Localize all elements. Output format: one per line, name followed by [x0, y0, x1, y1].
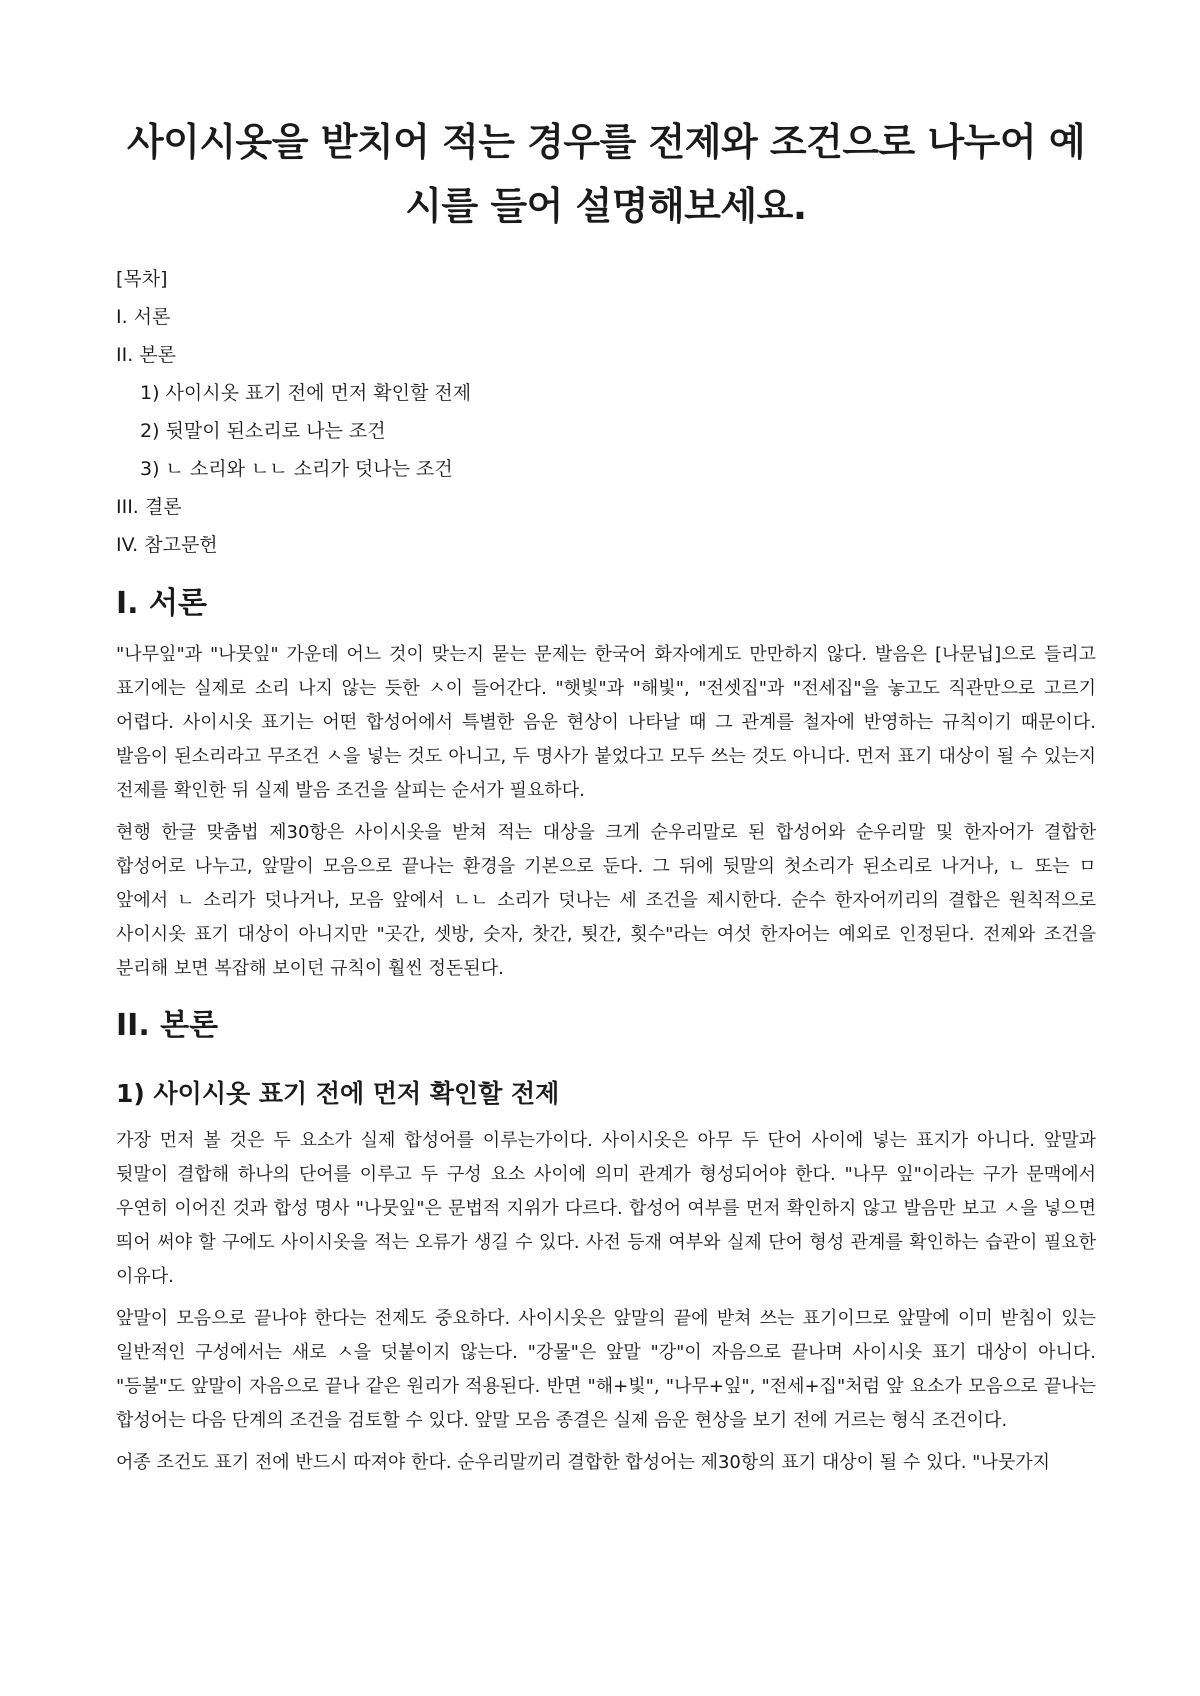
toc-item-references: IV. 참고문헌: [116, 534, 218, 556]
toc-item-conclusion: III. 결론: [116, 496, 182, 518]
toc-item-body: II. 본론: [116, 344, 176, 366]
section-heading-intro: I. 서론: [116, 586, 207, 621]
body-paragraph-2: 앞말이 모음으로 끝나야 한다는 전제도 중요하다. 사이시옷은 앞말의 끝에 받쳐 쓰는 표기이므로 앞말에 이미 받침이 있는 일반적인 구성에서는 새로 ㅅ을 덧붙이지 않는다. "강물"은 앞말 "강"이 자음으로 끝나며 사이시옷 표기 대상이 아니다. "등불"도 앞말이 자음으로 끝나 같은 원리가 적용된다. 반면 "해+빛", "나무+잎", "전세+집"처럼 앞 요소가 모음으로 끝나는 합성어는 다음 단계의 조건을 검토할 수 있다. 앞말 모음 종결은 실제 음운 현상을 보기 전에 거르는 형식 조건이다.: [116, 1308, 1096, 1431]
intro-paragraph-2: 현행 한글 맞춤법 제30항은 사이시옷을 받쳐 적는 대상을 크게 순우리말로 된 합성어와 순우리말 및 한자어가 결합한 합성어로 나누고, 앞말이 모음으로 끝나는 환경을 기본으로 둔다. 그 뒤에 뒷말의 첫소리가 된소리로 나거나, ㄴ 또는 ㅁ 앞에서 ㄴ 소리가 덧나거나, 모음 앞에서 ㄴㄴ 소리가 덧나는 세 조건을 제시한다. 순수 한자어끼리의 결합은 원칙적으로 사이시옷 표기 대상이 아니지만 "곳간, 셋방, 숫자, 찻간, 툇간, 횟수"라는 여섯 한자어는 예외로 인정된다. 전제와 조건을 분리해 보면 복잡해 보이던 규칙이 훨씬 정돈된다.: [116, 822, 1096, 979]
body-paragraph-1: 가장 먼저 볼 것은 두 요소가 실제 합성어를 이루는가이다. 사이시옷은 아무 두 단어 사이에 넣는 표지가 아니다. 앞말과 뒷말이 결합해 하나의 단어를 이루고 두 구성 요소 사이에 의미 관계가 형성되어야 한다. "나무 잎"이라는 구가 문맥에서 우연히 이어진 것과 합성 명사 "나뭇잎"은 문법적 지위가 다르다. 합성어 여부를 먼저 확인하지 않고 발음만 보고 ㅅ을 넣으면 띄어 써야 할 구에도 사이시옷을 적는 오류가 생길 수 있다. 사전 등재 여부와 실제 단어 형성 관계를 확인하는 습관이 필요한 이유다.: [116, 1130, 1096, 1287]
intro-paragraph-1: "나무잎"과 "나뭇잎" 가운데 어느 것이 맞는지 묻는 문제는 한국어 화자에게도 만만하지 않다. 발음은 [나문닙]으로 들리고 표기에는 실제로 소리 나지 않는 듯한 ㅅ이 들어간다. "햇빛"과 "해빛", "전셋집"과 "전세집"을 놓고도 직관만으로 고르기 어렵다. 사이시옷 표기는 어떤 합성어에서 특별한 음운 현상이 나타날 때 그 관계를 철자에 반영하는 규칙이기 때문이다. 발음이 된소리라고 무조건 ㅅ을 넣는 것도 아니고, 두 명사가 붙었다고 모두 쓰는 것도 아니다. 먼저 표기 대상이 될 수 있는지 전제를 확인한 뒤 실제 발음 조건을 살피는 순서가 필요하다.: [116, 644, 1096, 801]
toc-item-body-3: 3) ㄴ 소리와 ㄴㄴ 소리가 덧나는 조건: [140, 458, 453, 480]
subsection-heading-1: 1) 사이시옷 표기 전에 먼저 확인할 전제: [116, 1079, 560, 1108]
document-title: 사이시옷을 받치어 적는 경우를 전제와 조건으로 나누어 예시를 들어 설명해보세요.: [126, 120, 1086, 228]
toc-item-body-2: 2) 뒷말이 된소리로 나는 조건: [140, 420, 386, 442]
toc-item-body-1: 1) 사이시옷 표기 전에 먼저 확인할 전제: [140, 382, 472, 404]
toc-label: [목차]: [116, 268, 168, 290]
section-heading-body: II. 본론: [116, 1008, 219, 1043]
toc-item-intro: I. 서론: [116, 306, 171, 328]
body-paragraph-3: 어종 조건도 표기 전에 반드시 따져야 한다. 순우리말끼리 결합한 합성어는 제30항의 표기 대상이 될 수 있다. "나뭇가지: [116, 1452, 1051, 1473]
table-of-contents: [116, 260, 1096, 564]
